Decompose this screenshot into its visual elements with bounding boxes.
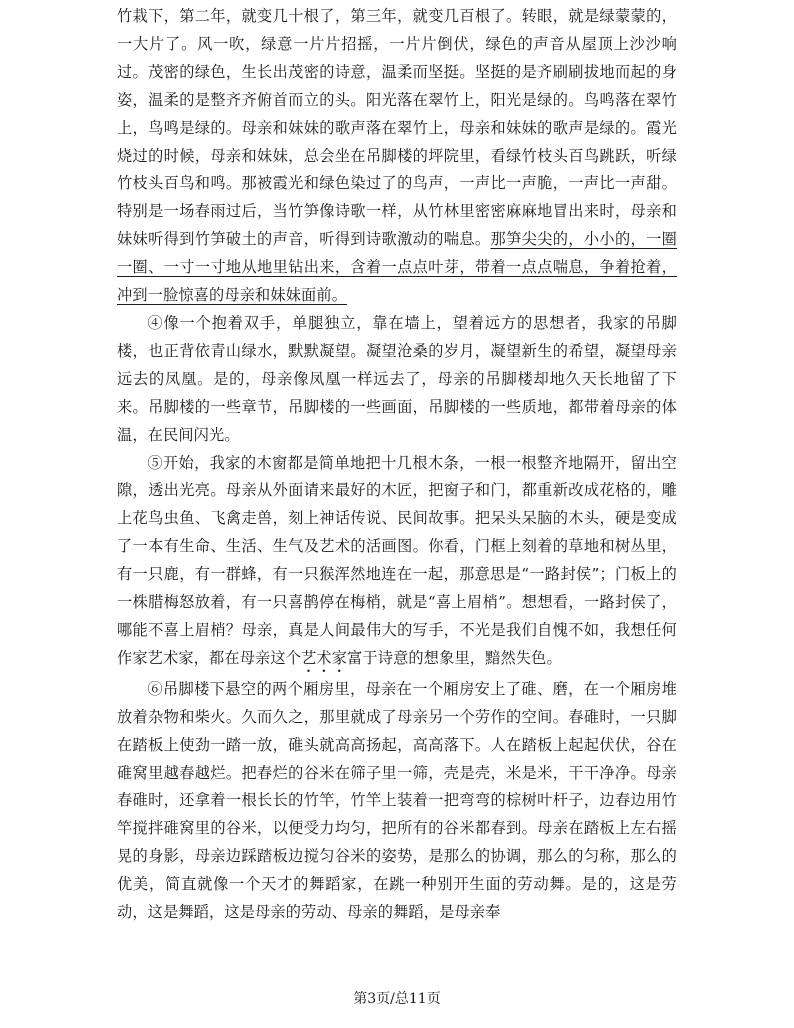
- paragraph-continued: [117, 3, 677, 310]
- paragraph-5: [117, 450, 677, 676]
- paragraph-text: 富于诗意的想象里，黯然失色。: [347, 648, 562, 667]
- page-footer: [0, 988, 794, 1008]
- paragraph-text: 竹栽下，第二年，就变几十根了，第三年，就变几百根了。转眼，就是绿蒙蒙的，一大片了。风一吹，绿意一片片招摇，一片片倒伏，绿色的声音从屋顶上沙沙响过。茂密的绿色，生长出茂密的诗意，温柔而坚挺。坚挺的是齐刷刷拔地而起的身姿，温柔的是整齐齐俯首而立的头。阳光落在翠竹上，阳光是绿的。鸟鸣落在翠竹上，鸟鸣是绿的。母亲和妹妹的歌声落在翠竹上，母亲和妹妹的歌声是绿的。霞光烧过的时候，母亲和妹妹，总会坐在吊脚楼的坪院里，看绿竹枝头百鸟跳跃，听绿竹枝头百鸟和鸣。那被霞光和绿色染过了的鸟声，一声比一声脆，一声比一声甜。特别是一场春雨过后，当竹笋像诗歌一样，从竹林里密密麻麻地冒出来时，母亲和妹妹听得到竹笋破土的声音，听得到诗歌激动的喘息。: [117, 7, 677, 249]
- paragraph-6: [117, 676, 677, 927]
- paragraph-text: ⑥吊脚楼下悬空的两个厢房里，母亲在一个厢房安上了碓、磨，在一个厢房堆放着杂物和柴火。久而久之，那里就成了母亲另一个劳作的空间。春碓时，一只脚在踏板上使劲一踏一放，碓头就高高扬起，高高落下。人在踏板上起起伏伏，谷在碓窝里越春越烂。把春烂的谷米在筛子里一筛，壳是壳，米是米，干干净净。母亲春碓时，还拿着一根长长的竹竿，竹竿上装着一把弯弯的棕树叶杆子，边春边用竹竿搅拌碓窝里的谷米，以便受力均匀，把所有的谷米都春到。母亲在踏板上左右摇晃的身影，母亲边踩踏板边搅匀谷米的姿势，是那么的协调，那么的匀称，那么的优美，简直就像一个天才的舞蹈家，在跳一种别开生面的劳动舞。是的，这是劳动，这是舞蹈，这是母亲的劳动、母亲的舞蹈，是母亲奉: [117, 679, 677, 922]
- page-number: 第3页/总11页: [353, 991, 441, 1007]
- paragraph-text: ⑤开始，我家的木窗都是简单地把十几根木条，一根一根整齐地隔开，留出空隙，透出光亮。母亲从外面请来最好的木匠，把窗子和门，都重新改成花格的，雕上花鸟虫鱼、飞禽走兽，刻上神话传说、民间故事。把呆头呆脑的木头，硬是变成了一本有生命、生活、生气及艺术的活画图。你看，门框上刻着的草地和树丛里，有一只鹿，有一群蜂，有一只猴浑然地连在一起，那意思是“一路封侯”；门板上的一株腊梅怒放着，有一只喜鹊停在梅梢，就是“喜上眉梢”。想想看，一路封侯了，哪能不喜上眉梢？母亲，真是人间最伟大的写手，不光是我们自愧不如，我想任何作家艺术家，都在母亲这个: [117, 453, 677, 667]
- underlined-sentence: 那笋尖尖的，小小的，一圈一圈、一寸一寸地从地里钻出来，含着一点点叶芽，带着一点点喘息，争着抢着，冲到一脸惊喜的母亲和妹妹面前。: [117, 230, 677, 305]
- paragraph-4: [117, 310, 677, 450]
- emphasized-word: 艺术家: [301, 648, 348, 667]
- document-page: [117, 3, 677, 927]
- paragraph-text: ④像一个抱着双手，单腿独立，靠在墙上，望着远方的思想者，我家的吊脚楼，也正背依青山绿水，默默凝望。凝望沧桑的岁月，凝望新生的希望，凝望母亲远去的凤凰。是的，母亲像凤凰一样远去了，母亲的吊脚楼却地久天长地留了下来。吊脚楼的一些章节，吊脚楼的一些画面，吊脚楼的一些质地，都带着母亲的体温，在民间闪光。: [117, 313, 677, 444]
